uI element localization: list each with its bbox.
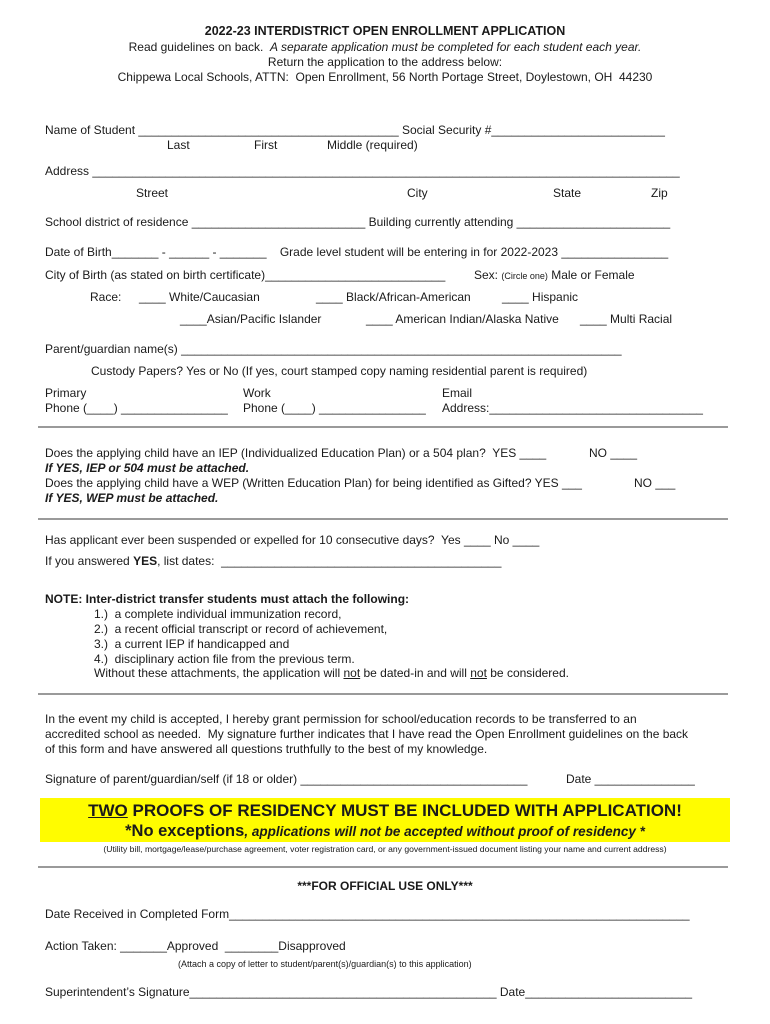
wep-question[interactable]: Does the applying child have a WEP (Written Education Plan) for being identified as Gifted? YES ___: [45, 476, 582, 490]
race-native-option[interactable]: ____ American Indian/Alaska Native: [366, 312, 559, 326]
parent-names-field[interactable]: Parent/guardian name(s) __________________________________________________________________: [45, 342, 622, 356]
two-emphasis: TWO: [88, 801, 128, 820]
addr-sub-street: Street: [136, 186, 169, 200]
addr-sub-state: State: [553, 186, 582, 200]
iep-note: If YES, IEP or 504 must be attached.: [45, 461, 250, 475]
attachment-item: 4.) disciplinary action file from the previous term.: [94, 652, 355, 666]
yes-emphasis: YES: [133, 554, 158, 568]
suspension-question[interactable]: Has applicant ever been suspended or expelled for 10 consecutive days? Yes ____ No ____: [45, 533, 540, 547]
wep-note: If YES, WEP must be attached.: [45, 491, 219, 505]
action-taken-field[interactable]: Action Taken: _______Approved ________Disapproved: [45, 939, 346, 953]
race-label: Race:: [90, 290, 122, 304]
male-female-option: Male or Female: [547, 268, 635, 282]
race-asian-option[interactable]: ____Asian/Pacific Islander: [180, 312, 322, 326]
mailing-address: Chippewa Local Schools, ATTN: Open Enrollment, 56 North Portage Street, Doylestown, OH 44230: [117, 70, 653, 84]
work-label: Work: [243, 386, 271, 400]
attach-letter-note: (Attach a copy of letter to student/parent(s)/guardian(s) to this application): [178, 959, 472, 969]
race-hispanic-option[interactable]: ____ Hispanic: [502, 290, 579, 304]
email-label: Email: [442, 386, 473, 400]
addr-sub-city: City: [407, 186, 428, 200]
race-black-option[interactable]: ____ Black/African-American: [316, 290, 471, 304]
guidelines-text: Read guidelines on back.: [128, 40, 271, 54]
name-sub-last: Last: [167, 138, 190, 152]
divider: [38, 866, 728, 868]
email-address-field[interactable]: Address:________________________________: [442, 401, 703, 415]
district-building-field[interactable]: School district of residence __________________________ Building currently attending _______________________: [45, 215, 671, 229]
city-of-birth-field[interactable]: City of Birth (as stated on birth certificate)___________________________: [45, 268, 446, 282]
attachment-item: 1.) a complete individual immunization record,: [94, 607, 342, 621]
address-field[interactable]: Address ________________________________________________________________________________________: [45, 164, 680, 178]
form-title: 2022-23 INTERDISTRICT OPEN ENROLLMENT APPLICATION: [204, 24, 566, 38]
custody-papers-question: Custody Papers? Yes or No (If yes, court stamped copy naming residential parent is required): [91, 364, 588, 378]
race-white-option[interactable]: ____ White/Caucasian: [139, 290, 260, 304]
sex-label: Sex:: [474, 268, 502, 282]
no-exceptions-line: [0, 822, 770, 842]
attachment-item: 3.) a current IEP if handicapped and: [94, 637, 290, 651]
divider: [38, 518, 728, 520]
primary-phone-field[interactable]: Phone (____) ________________: [45, 401, 228, 415]
not-emphasis: not: [470, 666, 487, 680]
attachment-item: 2.) a recent official transcript or record of achievement,: [94, 622, 388, 636]
date-received-field[interactable]: Date Received in Completed Form_____________________________________________________________________: [45, 907, 690, 921]
wep-no-option[interactable]: NO ___: [634, 476, 676, 490]
iep-question[interactable]: Does the applying child have an IEP (Individualized Education Plan) or a 504 plan? YES ____: [45, 446, 547, 460]
signature-date-field[interactable]: Date _______________: [566, 772, 695, 786]
name-sub-first: First: [254, 138, 278, 152]
attachments-note-heading: NOTE: Inter-district transfer students must attach the following:: [45, 592, 410, 606]
divider: [38, 426, 728, 428]
attachments-warning: [94, 666, 569, 680]
name-sub-middle: Middle (required): [327, 138, 418, 152]
warning-text: be considered.: [486, 666, 569, 680]
suspension-dates-field[interactable]: [45, 554, 501, 568]
work-phone-field[interactable]: Phone (____) ________________: [243, 401, 426, 415]
list-dates-text: , list dates: __________________________________________: [157, 554, 502, 568]
student-name-field[interactable]: Name of Student _______________________________________ Social Security #__________________________: [45, 123, 665, 137]
parent-signature-field[interactable]: Signature of parent/guardian/self (if 18 or older) __________________________________: [45, 772, 528, 786]
residency-headline: [0, 801, 770, 821]
residency-document-examples: (Utility bill, mortgage/lease/purchase agreement, voter registration card, or any government-issued document listing your name and current address): [103, 844, 667, 854]
consent-paragraph: accredited school as needed. My signature further indicates that I have read the Open Enrollment guidelines on the back: [45, 727, 689, 741]
consent-paragraph: In the event my child is accepted, I hereby grant permission for school/education records to be transferred to an: [45, 712, 637, 726]
not-emphasis: not: [343, 666, 361, 680]
official-use-heading: ***FOR OFFICIAL USE ONLY***: [297, 879, 473, 893]
if-answered-text: If you answered: [45, 554, 134, 568]
return-instructions: Return the application to the address below:: [267, 55, 503, 69]
consent-paragraph: of this form and have answered all questions truthfully to the best of my knowledge.: [45, 742, 488, 756]
primary-label: Primary: [45, 386, 87, 400]
sex-field[interactable]: [474, 268, 635, 283]
guidelines-line: [0, 40, 770, 54]
warning-text: Without these attachments, the application will: [94, 666, 344, 680]
addr-sub-zip: Zip: [651, 186, 668, 200]
divider: [38, 693, 728, 695]
applications-warning-text: , applications will not be accepted without proof of residency *: [244, 824, 645, 839]
circle-one-note: (Circle one): [501, 271, 548, 281]
residency-headline-text: PROOFS OF RESIDENCY MUST BE INCLUDED WITH APPLICATION!: [127, 801, 682, 820]
no-exceptions-text: *No exceptions: [125, 822, 245, 840]
race-multi-option[interactable]: ____ Multi Racial: [580, 312, 673, 326]
separate-application-text: A separate application must be completed for each student each year.: [270, 40, 642, 54]
iep-no-option[interactable]: NO ____: [589, 446, 638, 460]
warning-text: be dated-in and will: [360, 666, 471, 680]
dob-grade-field[interactable]: Date of Birth_______ - ______ - _______ Grade level student will be entering in for 2022-2023 ________________: [45, 245, 669, 259]
superintendent-signature-field[interactable]: Superintendent’s Signature______________________________________________ Date_________________________: [45, 985, 693, 999]
